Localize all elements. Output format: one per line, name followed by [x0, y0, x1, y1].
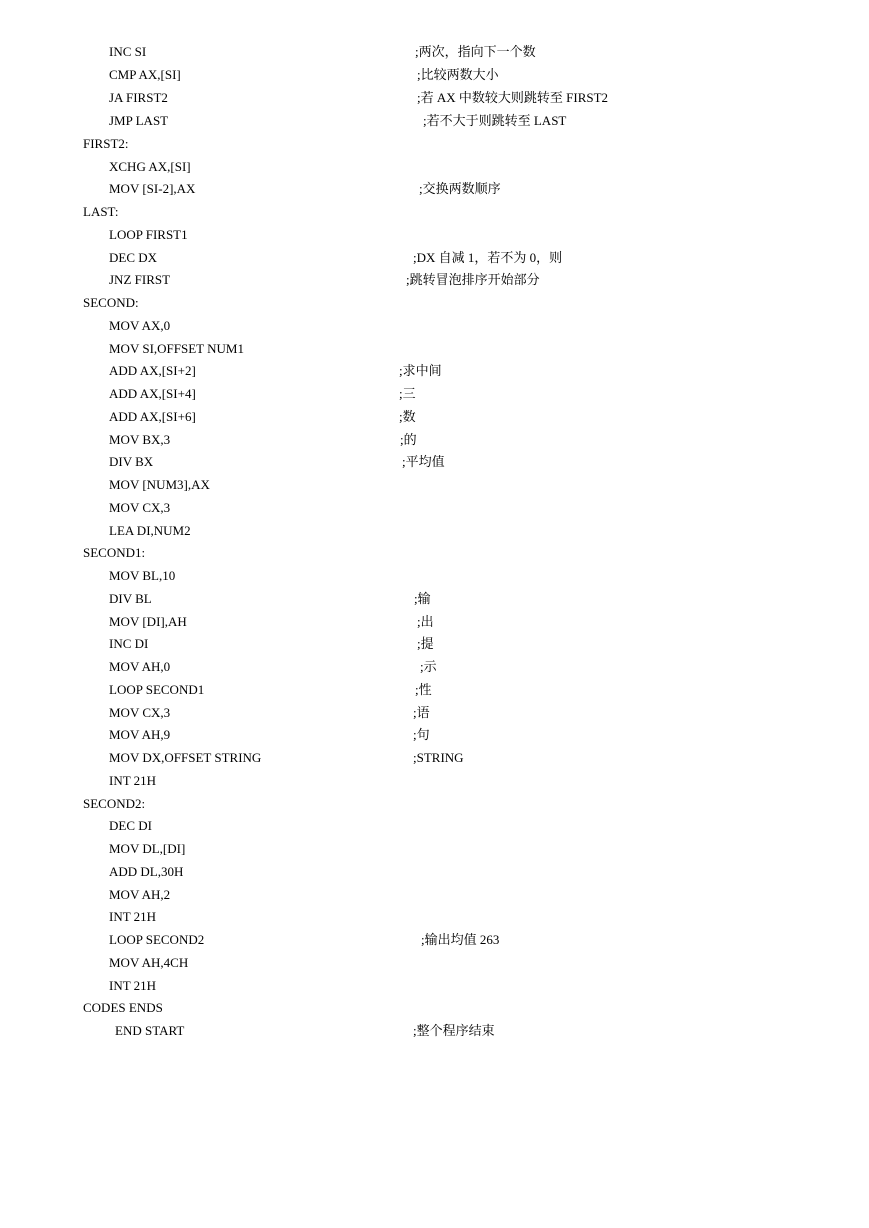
code-line	[0, 474, 869, 496]
code-line	[0, 247, 869, 269]
code-label: LAST:	[83, 204, 119, 219]
code-line	[0, 224, 869, 246]
code-label: SECOND1:	[83, 545, 146, 560]
code-comment: ;数	[399, 409, 416, 424]
code-instruction: MOV DL,[DI]	[109, 841, 186, 856]
code-instruction: MOV AH,9	[109, 727, 171, 742]
code-line	[0, 929, 869, 951]
code-comment: ;比较两数大小	[417, 67, 499, 82]
code-line	[0, 793, 869, 815]
code-line	[0, 770, 869, 792]
code-line	[0, 292, 869, 314]
code-instruction: MOV CX,3	[109, 705, 171, 720]
code-label: FIRST2:	[83, 136, 129, 151]
code-instruction: DIV BL	[109, 591, 152, 606]
code-line	[0, 884, 869, 906]
code-instruction: JA FIRST2	[109, 90, 168, 105]
code-instruction: LOOP FIRST1	[109, 227, 188, 242]
code-instruction: INT 21H	[109, 773, 157, 788]
code-instruction: DEC DX	[109, 250, 158, 265]
code-instruction: MOV AH,4CH	[109, 955, 189, 970]
code-line	[0, 542, 869, 564]
code-line	[0, 838, 869, 860]
code-line	[0, 588, 869, 610]
code-instruction: ADD AX,[SI+6]	[109, 409, 196, 424]
code-comment: ;整个程序结束	[413, 1023, 495, 1038]
code-comment: ;提	[417, 636, 434, 651]
code-line	[0, 952, 869, 974]
code-instruction: INT 21H	[109, 978, 157, 993]
code-comment: ;交换两数顺序	[419, 181, 501, 196]
code-line	[0, 656, 869, 678]
code-label: SECOND2:	[83, 796, 146, 811]
code-instruction: LOOP SECOND2	[109, 932, 205, 947]
code-line	[0, 520, 869, 542]
code-line	[0, 406, 869, 428]
code-comment: ;求中间	[399, 363, 442, 378]
code-instruction: LEA DI,NUM2	[109, 523, 191, 538]
code-line	[0, 451, 869, 473]
code-label: SECOND:	[83, 295, 139, 310]
code-line	[0, 429, 869, 451]
code-line	[0, 861, 869, 883]
code-instruction: ADD DL,30H	[109, 864, 184, 879]
code-line	[0, 906, 869, 928]
code-comment: ;若不大于则跳转至 LAST	[423, 113, 567, 128]
code-instruction: ADD AX,[SI+4]	[109, 386, 196, 401]
code-instruction: END START	[115, 1023, 185, 1038]
code-instruction: MOV [NUM3],AX	[109, 477, 210, 492]
code-comment: ;性	[415, 682, 432, 697]
code-line	[0, 724, 869, 746]
code-instruction: MOV AH,2	[109, 887, 171, 902]
code-line	[0, 747, 869, 769]
code-line	[0, 1020, 869, 1042]
code-instruction: XCHG AX,[SI]	[109, 159, 191, 174]
code-instruction: INT 21H	[109, 909, 157, 924]
code-comment: ;输出均值 263	[421, 932, 500, 947]
code-comment: ;输	[414, 591, 431, 606]
code-instruction: MOV SI,OFFSET NUM1	[109, 341, 244, 356]
code-instruction: MOV CX,3	[109, 500, 171, 515]
code-instruction: INC DI	[109, 636, 149, 651]
code-instruction: INC SI	[109, 44, 147, 59]
code-line	[0, 87, 869, 109]
code-comment: ;出	[417, 614, 434, 629]
code-line	[0, 633, 869, 655]
code-instruction: LOOP SECOND1	[109, 682, 205, 697]
code-line	[0, 133, 869, 155]
code-instruction: JNZ FIRST	[109, 272, 171, 287]
code-comment: ;三	[399, 386, 416, 401]
code-comment: ;平均值	[402, 454, 445, 469]
code-line	[0, 156, 869, 178]
code-comment: ;示	[420, 659, 437, 674]
code-comment: ;若 AX 中数较大则跳转至 FIRST2	[417, 90, 609, 105]
code-label: CODES ENDS	[83, 1000, 163, 1015]
code-line	[0, 110, 869, 132]
code-line	[0, 975, 869, 997]
code-comment: ;语	[413, 705, 430, 720]
code-line	[0, 64, 869, 86]
code-comment: ;句	[413, 727, 430, 742]
code-line	[0, 997, 869, 1019]
code-comment: ;跳转冒泡排序开始部分	[406, 272, 540, 287]
code-line	[0, 338, 869, 360]
code-line	[0, 315, 869, 337]
code-line	[0, 360, 869, 382]
code-line	[0, 611, 869, 633]
code-line	[0, 679, 869, 701]
code-line	[0, 178, 869, 200]
code-instruction: MOV [SI-2],AX	[109, 181, 196, 196]
code-instruction: MOV AX,0	[109, 318, 171, 333]
code-line	[0, 383, 869, 405]
code-line	[0, 269, 869, 291]
code-line	[0, 497, 869, 519]
code-comment: ;DX 自减 1，若不为 0，则	[413, 250, 563, 265]
code-line	[0, 815, 869, 837]
code-instruction: JMP LAST	[109, 113, 169, 128]
code-line	[0, 565, 869, 587]
code-line	[0, 702, 869, 724]
code-comment: ;STRING	[413, 750, 464, 765]
code-instruction: MOV DX,OFFSET STRING	[109, 750, 262, 765]
code-instruction: MOV [DI],AH	[109, 614, 187, 629]
code-line	[0, 201, 869, 223]
code-instruction: DEC DI	[109, 818, 152, 833]
code-instruction: DIV BX	[109, 454, 154, 469]
code-comment: ;的	[400, 432, 417, 447]
code-instruction: CMP AX,[SI]	[109, 67, 181, 82]
code-instruction: MOV AH,0	[109, 659, 171, 674]
code-instruction: ADD AX,[SI+2]	[109, 363, 196, 378]
code-comment: ;两次，指向下一个数	[415, 44, 536, 59]
code-instruction: MOV BX,3	[109, 432, 171, 447]
code-line	[0, 41, 869, 63]
code-instruction: MOV BL,10	[109, 568, 176, 583]
